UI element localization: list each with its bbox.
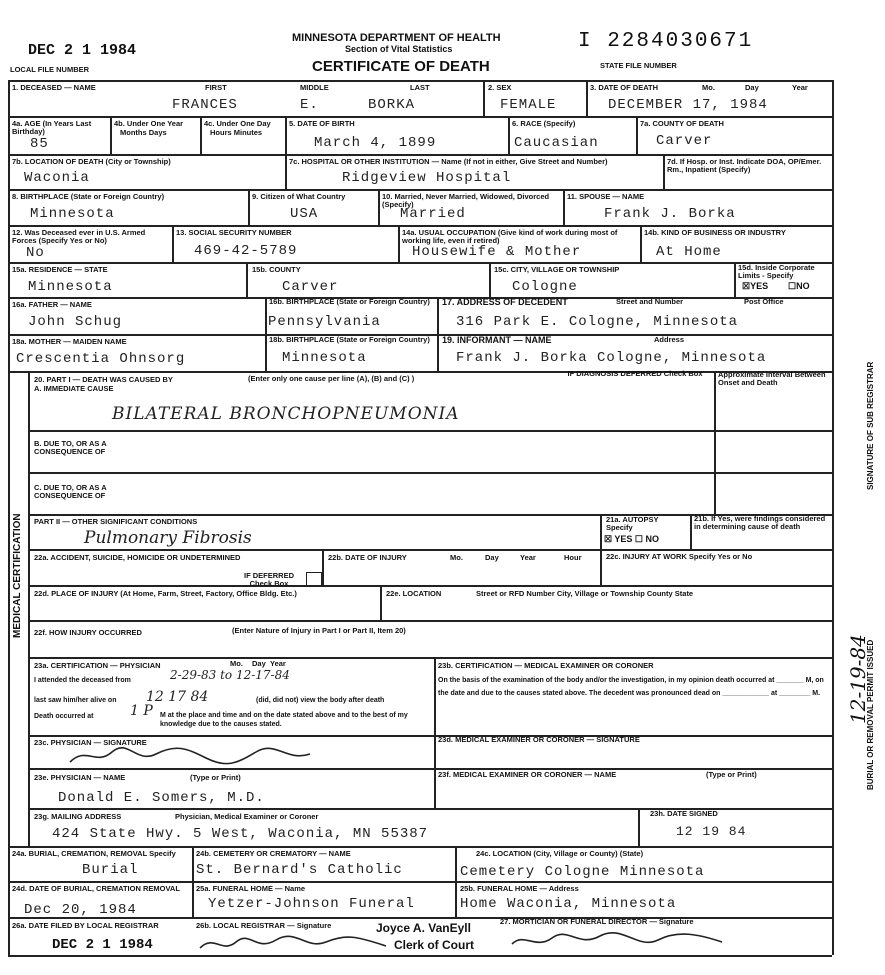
- interval-label: Approximate Interval Between Onset and Death: [718, 370, 826, 387]
- physician-cert-label: 23a. CERTIFICATION — PHYSICIAN: [34, 661, 161, 670]
- physician-name-value: Donald E. Somers, M.D.: [58, 790, 265, 806]
- accident-label: 22a. ACCIDENT, SUICIDE, HOMICIDE OR UNDETERMINED: [34, 553, 241, 562]
- occupation-label: 14a. USUAL OCCUPATION (Give kind of work during most of working life, even if retired): [402, 228, 618, 245]
- part2-value: Pulmonary Fibrosis: [84, 528, 252, 548]
- business-label: 14b. KIND OF BUSINESS OR INDUSTRY: [644, 228, 786, 237]
- father-label: 16a. FATHER — NAME: [12, 300, 92, 309]
- at-work-label: 22c. INJURY AT WORK Specify Yes or No: [606, 552, 753, 561]
- injury-location-sub: Street or RFD Number City, Village or Township County State: [476, 589, 694, 598]
- sex-label: 2. SEX: [488, 83, 512, 92]
- autopsy-checkboxes[interactable]: ☒ YES ☐ NO: [604, 534, 659, 544]
- immediate-cause-label: A. IMMEDIATE CAUSE: [34, 384, 114, 393]
- physician-signature-label: 23c. PHYSICIAN — SIGNATURE: [34, 738, 147, 747]
- middle-label: MIDDLE: [300, 83, 329, 92]
- sub-registrar-side-label: SIGNATURE OF SUB REGISTRAR: [866, 361, 875, 490]
- residence-city-label: 15c. CITY, VILLAGE OR TOWNSHIP: [494, 265, 620, 274]
- residence-county-label: 15b. COUNTY: [252, 265, 301, 274]
- inside-limits-no[interactable]: ☐NO: [788, 281, 810, 291]
- mailing-address-label: 23g. MAILING ADDRESS: [34, 812, 122, 821]
- inside-limits-label: 15d. Inside Corporate Limits - Specify: [738, 263, 815, 280]
- citizen-value: USA: [290, 206, 319, 222]
- citizen-label: 9. Citizen of What Country: [252, 192, 346, 201]
- date-signed-value: 12 19 84: [676, 824, 747, 839]
- city-of-death-label: 7b. LOCATION OF DEATH (City or Township): [12, 157, 171, 166]
- mother-birthplace-value: Minnesota: [282, 350, 367, 366]
- mother-birthplace-label: 18b. BIRTHPLACE (State or Foreign Country): [269, 335, 430, 344]
- age-label: 4a. AGE (In Years Last Birthday): [12, 119, 92, 136]
- dob-value: March 4, 1899: [314, 135, 437, 151]
- injury-location-label: 22e. LOCATION: [386, 589, 442, 598]
- funeral-address-label: 25b. FUNERAL HOME — Address: [460, 884, 579, 893]
- marital-label: 10. Married, Never Married, Widowed, Divorced (Specify): [382, 192, 550, 209]
- date-of-death-label: 3. DATE OF DEATH: [590, 83, 659, 92]
- dob-label: 5. DATE OF BIRTH: [289, 119, 355, 128]
- permit-date-side: 12-19-84: [846, 634, 870, 724]
- cert-mo-label: Mo.: [230, 659, 243, 668]
- father-birthplace-value: Pennsylvania: [268, 314, 381, 330]
- occurred-rest: M at the place and time and on the date stated above and to the best of my knowledge due to the causes stated.: [160, 712, 408, 728]
- physician-signature: [66, 744, 316, 773]
- sex-value: FEMALE: [500, 97, 557, 113]
- hospital-label: 7c. HOSPITAL OR OTHER INSTITUTION — Name (If not in either, Give Street and Number): [289, 157, 608, 166]
- mortician-label: 27. MORTICIAN OR FUNERAL DIRECTOR — Signature: [500, 917, 694, 926]
- me-type-print-label: (Type or Print): [706, 770, 757, 779]
- department-title: MINNESOTA DEPARTMENT OF HEALTH: [292, 32, 501, 44]
- birthplace-value: Minnesota: [30, 206, 115, 222]
- burial-date-label: 24d. DATE OF BURIAL, CREMATION REMOVAL: [12, 884, 180, 893]
- ssn-label: 13. SOCIAL SECURITY NUMBER: [176, 228, 292, 237]
- date-filed-value: DEC 2 1 1984: [52, 937, 153, 953]
- decedent-middle-name: E.: [300, 97, 319, 113]
- attended-value: 2-29-83 to 12-17-84: [170, 668, 290, 682]
- cemetery-value: St. Bernard's Catholic: [196, 862, 403, 878]
- section-title: Section of Vital Statistics: [345, 44, 453, 54]
- mother-label: 18a. MOTHER — MAIDEN NAME: [12, 337, 127, 346]
- street-label: Street and Number: [616, 297, 684, 306]
- residence-state-value: Minnesota: [28, 279, 113, 295]
- father-value: John Schug: [28, 314, 123, 330]
- father-birthplace-label: 16b. BIRTHPLACE (State or Foreign Country): [269, 297, 430, 306]
- mortician-signature: [508, 928, 728, 959]
- first-label: FIRST: [205, 83, 227, 92]
- armed-forces-label: 12. Was Deceased ever in U.S. Armed Forces (Specify Yes or No): [12, 228, 146, 245]
- me-cert-label: 23b. CERTIFICATION — MEDICAL EXAMINER OR CORONER: [438, 661, 654, 670]
- occupation-value: Housewife & Mother: [412, 244, 582, 260]
- state-file-number: I 2284030671: [578, 30, 754, 53]
- ssn-value: 469-42-5789: [194, 243, 298, 259]
- injury-date-label: 22b. DATE OF INJURY: [328, 553, 407, 562]
- funeral-address-value: Home Waconia, Minnesota: [460, 896, 677, 912]
- spouse-label: 11. SPOUSE — NAME: [567, 192, 645, 201]
- findings-label: 21b. If Yes, were findings considered in determining cause of death: [694, 514, 826, 531]
- burial-date-value: Dec 20, 1984: [24, 902, 137, 918]
- registrar-name: Joyce A. VanEyll: [376, 921, 471, 935]
- last-label: LAST: [410, 83, 430, 92]
- due-to-c-label: C. DUE TO, OR AS A CONSEQUENCE OF: [34, 483, 107, 500]
- place-of-injury-label: 22d. PLACE OF INJURY (At Home, Farm, Street, Factory, Office Bldg. Etc.): [34, 589, 297, 598]
- date-filed-label: 26a. DATE FILED BY LOCAL REGISTRAR: [12, 921, 159, 930]
- post-office-label: Post Office: [744, 297, 784, 306]
- registrar-signature: [196, 930, 396, 963]
- marital-value: Married: [400, 206, 466, 222]
- age-value: 85: [30, 136, 49, 152]
- cause-a-value: BILATERAL BRONCHOPNEUMONIA: [112, 404, 460, 424]
- me-name-label: 23f. MEDICAL EXAMINER OR CORONER — NAME: [438, 770, 617, 779]
- birthplace-label: 8. BIRTHPLACE (State or Foreign Country): [12, 192, 165, 201]
- mailing-address-sub: Physician, Medical Examiner or Coroner: [175, 812, 319, 821]
- year-label: Year: [792, 83, 808, 92]
- informant-value: Frank J. Borka Cologne, Minnesota: [456, 350, 767, 366]
- cert-year-label: Year: [270, 659, 286, 668]
- part2-label: PART II — OTHER SIGNIFICANT CONDITIONS: [34, 517, 198, 526]
- doa-label: 7d. If Hosp. or Inst. Indicate DOA, OP/Emer. Rm., Inpatient (Specify): [667, 157, 822, 174]
- did-view-text: (did, did not) view the body after death: [256, 697, 385, 704]
- local-registrar-label: 26b. LOCAL REGISTRAR — Signature: [196, 921, 332, 930]
- permit-side-label: BURIAL OR REMOVAL PERMIT ISSUED: [866, 639, 875, 790]
- if-deferred-label: IF DEFERRED Check Box: [243, 571, 294, 588]
- cemetery-location-label: 24c. LOCATION (City, Village or County) (State): [476, 849, 644, 858]
- occurred-value: 1 P: [130, 703, 153, 719]
- injury-hour-label: Hour: [564, 553, 582, 562]
- burial-value: Burial: [82, 862, 139, 878]
- cemetery-label: 24b. CEMETERY OR CREMATORY — NAME: [196, 849, 351, 858]
- cert-day-label: Day: [252, 659, 266, 668]
- part1-label: 20. PART I — DEATH WAS CAUSED BY: [34, 375, 173, 384]
- burial-label: 24a. BURIAL, CREMATION, REMOVAL Specify: [12, 849, 176, 858]
- residence-county-value: Carver: [282, 279, 339, 295]
- under-one-day-sub: Hours Minutes: [210, 128, 263, 137]
- enter-one-cause: (Enter only one cause per line (A), (B) and (C) ): [248, 374, 415, 383]
- day-label: Day: [745, 83, 759, 92]
- type-print-label: (Type or Print): [190, 773, 241, 782]
- mother-value: Crescentia Ohnsorg: [16, 351, 186, 367]
- received-stamp: DEC 2 1 1984: [28, 42, 137, 59]
- how-injury-sub: (Enter Nature of Injury in Part I or Part II, Item 20): [232, 626, 406, 635]
- county-of-death-value: Carver: [656, 133, 713, 149]
- injury-year-label: Year: [520, 553, 536, 562]
- decedent-last-name: BORKA: [368, 97, 416, 113]
- injury-day-label: Day: [485, 553, 499, 562]
- race-value: Caucasian: [514, 135, 599, 151]
- due-to-b-label: B. DUE TO, OR AS A CONSEQUENCE OF: [34, 439, 107, 456]
- address-label: 17. ADDRESS OF DECEDENT: [442, 297, 568, 307]
- race-label: 6. RACE (Specify): [512, 119, 576, 128]
- residence-state-label: 15a. RESIDENCE — STATE: [12, 265, 108, 274]
- funeral-home-value: Yetzer-Johnson Funeral: [208, 896, 415, 912]
- under-one-day-label: 4c. Under One Day: [204, 119, 271, 128]
- spouse-value: Frank J. Borka: [604, 206, 736, 222]
- decedent-first-name: FRANCES: [172, 97, 238, 113]
- page-title: CERTIFICATE OF DEATH: [312, 58, 490, 75]
- attended-text: I attended the deceased from: [34, 677, 131, 684]
- me-cert-text: On the basis of the examination of the body and/or the investigation, in my opinion death occurred at _______ M, on the date and due to the causes stated above. The decedent was pronounced dead on ____________ at ________ M.: [438, 677, 824, 697]
- date-signed-label: 23h. DATE SIGNED: [650, 809, 718, 818]
- address-value: 316 Park E. Cologne, Minnesota: [456, 314, 739, 330]
- mo-label: Mo.: [702, 83, 715, 92]
- me-signature-label: 23d. MEDICAL EXAMINER OR CORONER — SIGNATURE: [438, 735, 640, 744]
- decedent-name-label: 1. DECEASED — NAME: [12, 83, 96, 92]
- autopsy-label: 21a. AUTOPSY Specify: [606, 515, 659, 532]
- physician-name-label: 23e. PHYSICIAN — NAME: [34, 773, 126, 782]
- how-injury-label: 22f. HOW INJURY OCCURRED: [34, 628, 142, 637]
- city-of-death-value: Waconia: [24, 170, 90, 186]
- cemetery-location-value: Cemetery Cologne Minnesota: [460, 864, 705, 880]
- local-file-number-label: LOCAL FILE NUMBER: [10, 65, 90, 74]
- business-value: At Home: [656, 244, 722, 260]
- mailing-address-value: 424 State Hwy. 5 West, Waconia, MN 55387: [52, 826, 429, 842]
- occurred-text: Death occurred at: [34, 713, 94, 720]
- informant-address-label: Address: [654, 335, 685, 344]
- under-one-year-label: 4b. Under One Year: [114, 119, 184, 128]
- state-file-number-label: STATE FILE NUMBER: [600, 61, 677, 70]
- inside-limits-yes[interactable]: ☒YES: [742, 281, 769, 291]
- registrar-title: Clerk of Court: [394, 938, 475, 952]
- last-saw-text: last saw him/her alive on: [34, 697, 117, 704]
- residence-city-value: Cologne: [512, 279, 578, 295]
- armed-forces-value: No: [26, 245, 45, 261]
- date-of-death-value: DECEMBER 17, 1984: [608, 97, 768, 113]
- under-one-year-sub: Months Days: [120, 128, 167, 137]
- diagnosis-deferred-label: IF DIAGNOSIS DEFERRED Check Box: [567, 369, 703, 378]
- injury-mo-label: Mo.: [450, 553, 463, 562]
- funeral-home-label: 25a. FUNERAL HOME — Name: [196, 884, 306, 893]
- last-saw-value: 12 17 84: [146, 689, 209, 705]
- medical-certification-side-label: MEDICAL CERTIFICATION: [12, 513, 23, 638]
- county-of-death-label: 7a. COUNTY OF DEATH: [640, 119, 724, 128]
- hospital-value: Ridgeview Hospital: [342, 170, 512, 186]
- deferred-checkbox[interactable]: [306, 572, 322, 586]
- informant-label: 19. INFORMANT — NAME: [442, 335, 552, 345]
